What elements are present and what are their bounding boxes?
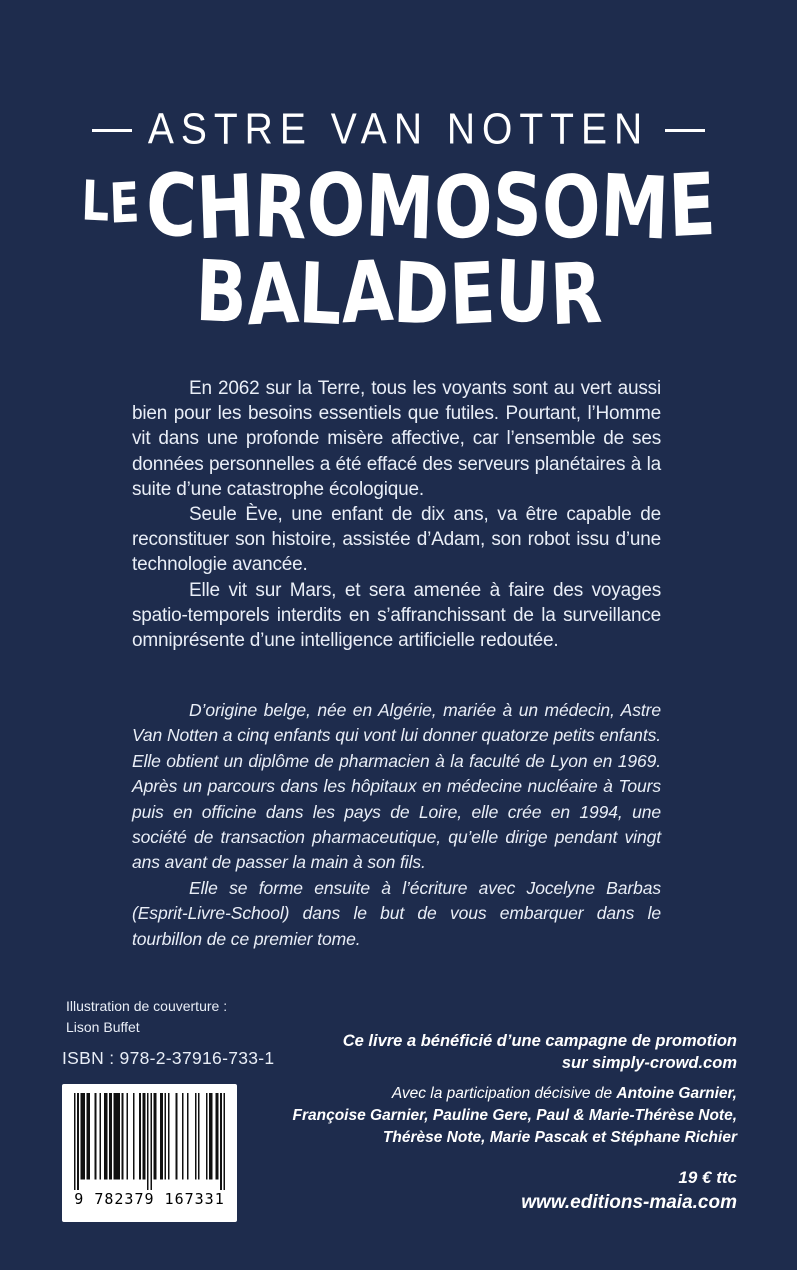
illustration-credit [66, 996, 227, 1038]
book-title-line2 [80, 241, 718, 345]
participation-line2: Françoise Garnier, Pauline Gere, Paul & Marie-Thérèse Note, [292, 1107, 737, 1124]
promo-note [257, 1030, 737, 1074]
synopsis [132, 376, 661, 653]
synopsis-paragraph: En 2062 sur la Terre, tous les voyants sont au vert aussi bien pour les besoins essentiels que futiles. Pourtant, l’Homme vit dans une profonde misère affective, car l’ensemble de ses données personnelles a été effacé des serveurs planétaires à la suite d’une catastrophe écologique. [132, 378, 661, 500]
synopsis-paragraph: Elle vit sur Mars, et sera amenée à faire des voyages spatio-temporels interdits en s’affranchissant de la surveillance omniprésente d’une intelligence artificielle redoutée. [132, 579, 661, 652]
bio-paragraph: Elle se forme ensuite à l’écriture avec Jocelyne Barbas (Esprit-Livre-School) dans le but de vous embarquer dans le tourbillon de ce premier tome. [132, 877, 661, 949]
author-name: ASTRE VAN NOTTEN [147, 105, 650, 154]
participation-lead: Avec la participation décisive de [391, 1085, 617, 1102]
book-title-baladeur: BALADEUR [193, 241, 604, 345]
author-bio [132, 698, 661, 952]
illustration-credit-label: Illustration de couverture : [66, 998, 228, 1014]
publisher-website: www.editions-maia.com [521, 1192, 737, 1213]
bio-paragraph: D’origine belge, née en Algérie, mariée à un médecin, Astre Van Notten a cinq enfants qui vont lui donner quatorze petits enfants. Elle obtient un diplôme de pharmacien à la faculté de Lyon en 1969. Après un parcours dans les hôpitaux en médecine nucléaire à Tours puis en officine dans les pays de Loire, elle crée en 1994, une société de transaction pharmaceutique, qu’elle dirige pendant vingt ans avant de passer la main à son fils. [132, 700, 661, 873]
barcode-digits: 9 782379 167331 [74, 1190, 225, 1208]
synopsis-paragraph: Seule Ève, une enfant de dix ans, va être capable de reconstituer son histoire, assistée d’Adam, son robot issu d’une technologie avancée. [132, 504, 661, 576]
book-title-le: LE [80, 168, 141, 236]
barcode-bars-icon [74, 1093, 225, 1190]
barcode [62, 1084, 237, 1222]
participation-note [257, 1083, 737, 1149]
book-title-line1 [80, 154, 718, 260]
pricing [257, 1166, 737, 1216]
isbn-label: ISBN : 978-2-37916-733-1 [62, 1048, 275, 1068]
author-dash-right-icon [665, 129, 705, 132]
author-header [0, 106, 797, 154]
illustrator-name: Lison Buffet [66, 1019, 140, 1035]
promo-line2: sur simply-crowd.com [561, 1054, 737, 1072]
book-title-chromosome: CHROMOSOME [144, 154, 718, 260]
participation-names: Antoine Garnier, [616, 1085, 737, 1102]
author-dash-left-icon [92, 129, 132, 132]
participation-line1 [257, 1083, 737, 1105]
promo-line1: Ce livre a bénéficié d’une campagne de promotion [342, 1032, 737, 1050]
participation-line3: Thérèse Note, Marie Pascak et Stéphane Richier [382, 1129, 737, 1146]
price: 19 € ttc [678, 1168, 737, 1187]
book-title [80, 154, 718, 345]
publisher-info [257, 1030, 737, 1216]
